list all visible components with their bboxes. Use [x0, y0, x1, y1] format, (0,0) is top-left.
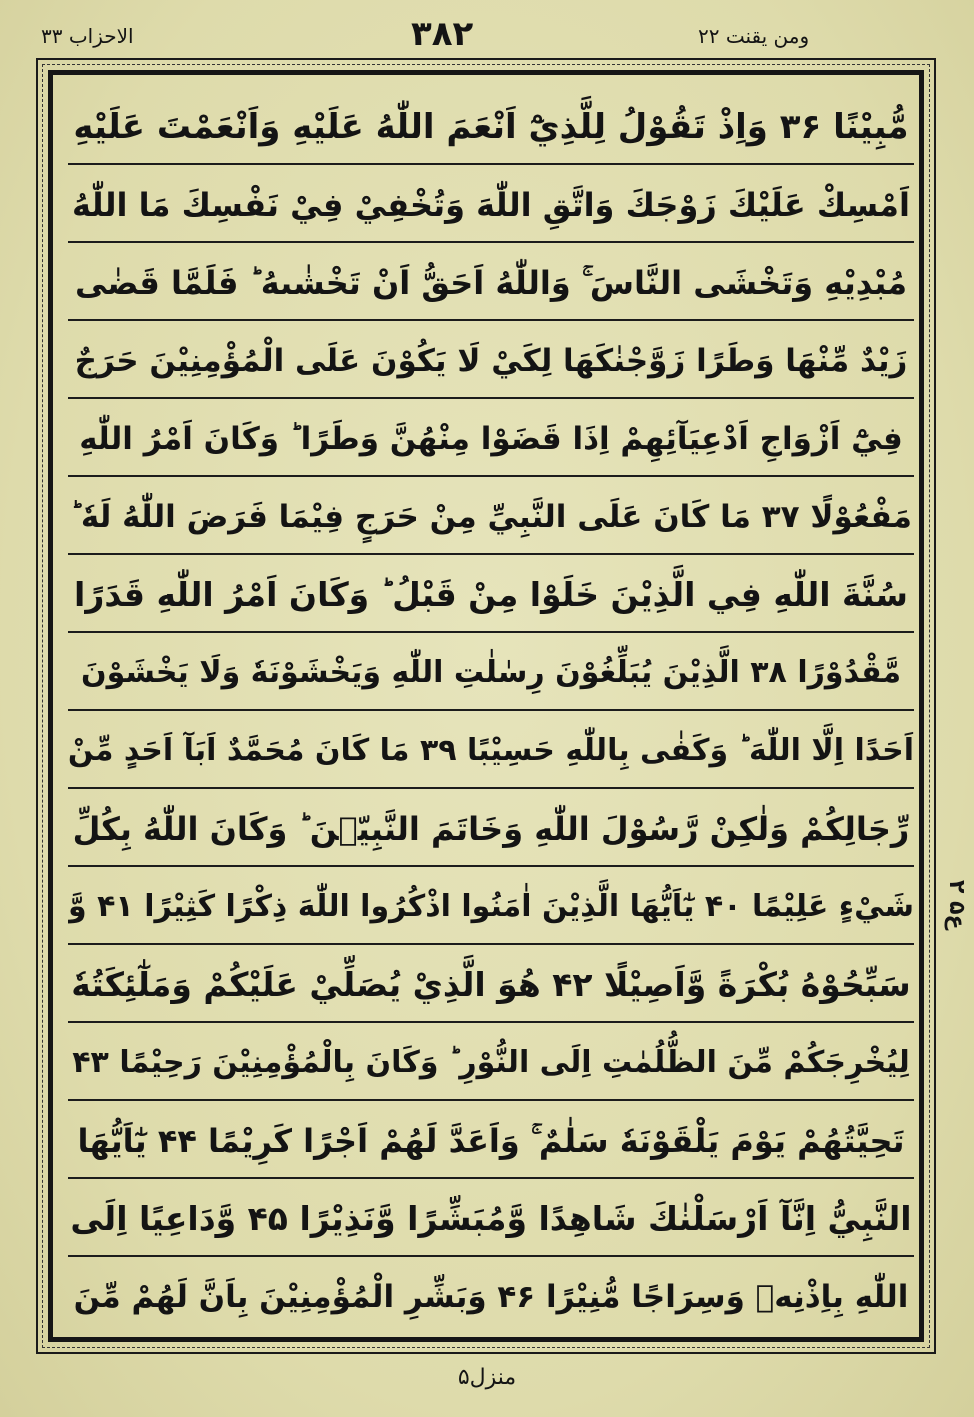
- verse-line-13: لِيُخْرِجَكُمْ مِّنَ الظُّلُمٰتِ اِلَى النُّوْرِ ؕ وَكَانَ بِالْمُؤْمِنِيْنَ رَحِيْمًا ۴۳: [68, 1026, 914, 1101]
- verse-line-3: مُبْدِيْهِ وَتَخْشَى النَّاسَ ۚ وَاللّٰهُ اَحَقُّ اَنْ تَخْشٰىهُ ؕ فَلَمَّا قَضٰى: [68, 246, 914, 321]
- verse-line-10: رِّجَالِكُمْ وَلٰكِنْ رَّسُوْلَ اللّٰهِ وَخَاتَمَ النَّبِيّٖنَ ؕ وَكَانَ اللّٰهُ بِكُلِّ: [68, 792, 914, 867]
- juz-name: ومن يقنت ۲۲: [698, 24, 810, 48]
- verse-lines: [68, 90, 914, 1332]
- verse-line-9: اَحَدًا اِلَّا اللّٰهَ ؕ وَكَفٰى بِاللّٰهِ حَسِيْبًا ۳۹ مَا كَانَ مُحَمَّدٌ اَبَآ اَحَدٍ مِّنْ: [68, 714, 914, 789]
- page-frame: [36, 58, 936, 1354]
- verse-line-4: زَيْدٌ مِّنْهَا وَطَرًا زَوَّجْنٰكَهَا لِكَيْ لَا يَكُوْنَ عَلَى الْمُؤْمِنِيْنَ حَرَجٌ: [68, 324, 914, 399]
- verse-line-12: سَبِّحُوْهُ بُكْرَةً وَّاَصِيْلًا ۴۲ هُوَ الَّذِيْ يُصَلِّيْ عَلَيْكُمْ وَمَلٰٓئِكَتُهٗ: [68, 948, 914, 1023]
- verse-line-16: اللّٰهِ بِاِذْنِهٖ وَسِرَاجًا مُّنِيْرًا ۴۶ وَبَشِّرِ الْمُؤْمِنِيْنَ بِاَنَّ لَهُمْ مِّنَ: [73, 1279, 909, 1315]
- ruku-marker: ع۵ ۲: [944, 880, 969, 930]
- verse-line-1: مُّبِيْنًا ۳۶ وَاِذْ تَقُوْلُ لِلَّذِيْٓ اَنْعَمَ اللّٰهُ عَلَيْهِ وَاَنْعَمْتَ عَلَيْهِ: [68, 90, 914, 165]
- verse-line-8: مَّقْدُوْرًا ۳۸ الَّذِيْنَ يُبَلِّغُوْنَ رِسٰلٰتِ اللّٰهِ وَيَخْشَوْنَهٗ وَلَا يَخْشَوْنَ: [68, 636, 914, 711]
- manzil-footer: منزل۵: [457, 1365, 517, 1390]
- page-header: [36, 14, 936, 60]
- verse-line-7: سُنَّةَ اللّٰهِ فِي الَّذِيْنَ خَلَوْا مِنْ قَبْلُ ؕ وَكَانَ اَمْرُ اللّٰهِ قَدَرًا: [68, 558, 914, 633]
- text-frame: [48, 70, 924, 1342]
- verse-line-6: مَفْعُوْلًا ۳۷ مَا كَانَ عَلَى النَّبِيِّ مِنْ حَرَجٍ فِيْمَا فَرَضَ اللّٰهُ لَهٗ ؕ: [68, 480, 914, 555]
- page-number: ۳۸۲: [411, 14, 474, 54]
- surah-name: الاحزاب ۳۳: [41, 24, 134, 48]
- verse-line-5: فِيْٓ اَزْوَاجِ اَدْعِيَآئِهِمْ اِذَا قَضَوْا مِنْهُنَّ وَطَرًا ؕ وَكَانَ اَمْرُ اللّٰهِ: [68, 402, 914, 477]
- verse-line-11: شَيْءٍ عَلِيْمًا ۴۰ يٰٓاَيُّهَا الَّذِيْنَ اٰمَنُوا اذْكُرُوا اللّٰهَ ذِكْرًا كَثِيْرًا ۴۱ وَّ: [68, 870, 914, 945]
- verse-line-2: اَمْسِكْ عَلَيْكَ زَوْجَكَ وَاتَّقِ اللّٰهَ وَتُخْفِيْ فِيْ نَفْسِكَ مَا اللّٰهُ: [68, 168, 914, 243]
- verse-line-14: تَحِيَّتُهُمْ يَوْمَ يَلْقَوْنَهٗ سَلٰمٌ ۚ وَاَعَدَّ لَهُمْ اَجْرًا كَرِيْمًا ۴۴ يٰٓاَيُّهَا: [68, 1104, 914, 1179]
- verse-line-15: النَّبِيُّ اِنَّآ اَرْسَلْنٰكَ شَاهِدًا وَّمُبَشِّرًا وَّنَذِيْرًا ۴۵ وَّدَاعِيًا اِلَى: [68, 1182, 914, 1257]
